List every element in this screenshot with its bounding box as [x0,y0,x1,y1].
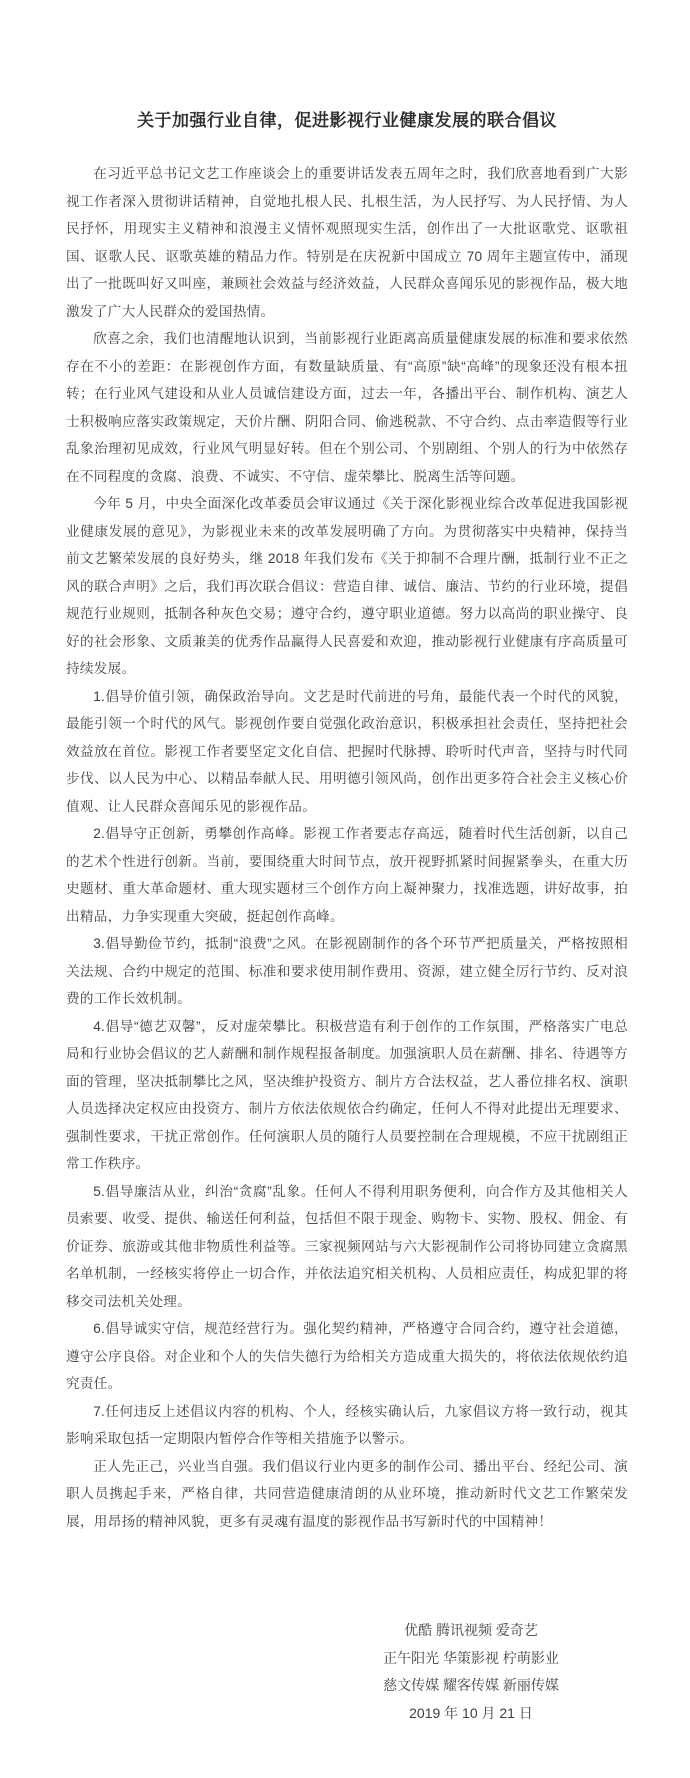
signature-line-studios-1: 正午阳光 华策影视 柠萌影业 [383,1649,559,1666]
paragraph-intro-1: 在习近平总书记文艺工作座谈会上的重要讲话发表五周年之时，我们欣喜地看到广大影视工作者深入贯彻讲话精神，自觉地扎根人民、扎根生活，为人民抒写、为人民抒情、为人民抒怀，用现实主义精神和浪漫主义情怀观照现实生活，创作出了一大批讴歌党、讴歌祖国、讴歌人民、讴歌英雄的精品力作。特别是在庆祝新中国成立 70 周年主题宣传中，涌现出了一批既叫好又叫座，兼顾社会效益与经济效益，人民群众喜闻乐见的影视作品，极大地激发了广大人民群众的爱国热情。 [66,166,628,319]
paragraph-intro-2: 欣喜之余，我们也清醒地认识到，当前影视行业距离高质量健康发展的标准和要求依然存在不小的差距：在影视创作方面，有数量缺质量、有“高原”缺“高峰”的现象还没有根本扭转；在行业风气建设和从业人员诚信建设方面，过去一年，各播出平台、制作机构、演艺人士积极响应落实政策规定，天价片酬、阴阳合同、偷逃税款、不守合约、点击率造假等行业乱象治理初见成效，行业风气明显好转。但在个别公司、个别剧组、个别人的行为中依然存在不同程度的贪腐、浪费、不诚实、不守信、虚荣攀比、脱离生活等问题。 [66,331,628,484]
paragraph-item-6: 6.倡导诚实守信，规范经营行为。强化契约精神，严格遵守合同合约，遵守社会道德，遵守公序良俗。对企业和个人的失信失德行为给相关方造成重大损失的，将依法依规依约追究责任。 [66,1321,628,1391]
paragraph-item-3: 3.倡导勤俭节约，抵制“浪费”之风。在影视剧制作的各个环节严把质量关，严格按照相关法规、合约中规定的范围、标准和要求使用制作费用、资源，建立健全厉行节约、反对浪费的工作长效机制。 [66,936,628,1006]
paragraph-item-5: 5.倡导廉洁从业，纠治“贪腐”乱象。任何人不得利用职务便利，向合作方及其他相关人员索要、收受、提供、输送任何利益，包括但不限于现金、购物卡、实物、股权、佣金、有价证券、旅游或其他非物质性利益等。三家视频网站与六大影视制作公司将协同建立贪腐黑名单机制，一经核实将停止一切合作，并依法追究相关机构、人员相应责任，构成犯罪的将移交司法机关处理。 [66,1183,628,1309]
signature-line-studios-2: 慈文传媒 耀客传媒 新丽传媒 [383,1677,559,1693]
document-title: 关于加强行业自律，促进影视行业健康发展的联合倡议 [137,111,557,130]
paragraph-intro-3: 今年 5 月，中央全面深化改革委员会审议通过《关于深化影视业综合改革促进我国影视业健康发展的意见》，为影视业未来的改革发展明确了方向。为贯彻落实中央精神，保持当前文艺繁荣发展的良好势头，继 2018 年我们发布《关于抑制不合理片酬，抵制行业不正之风的联合声明》之后，我们再次联合倡议：营造自律、诚信、廉洁、节约的行业环境，提倡规范行业规则，抵制各种灰色交易；遵守合约，遵守职业道德。努力以高尚的职业操守、良好的社会形象、文质兼美的优秀作品赢得人民喜爱和欢迎，推动影视行业健康有序高质量可持续发展。 [66,496,628,676]
signature-block [326,1617,616,1727]
date-line: 2019 年 10 月 21 日 [409,1704,533,1721]
paragraph-item-1: 1.倡导价值引领，确保政治导向。文艺是时代前进的号角，最能代表一个时代的风貌，最能引领一个时代的风气。影视创作要自觉强化政治意识，积极承担社会责任，坚持把社会效益放在首位。影视工作者要坚定文化自信、把握时代脉搏、聆听时代声音，坚持与时代同步伐、以人民为中心、以精品奉献人民、用明德引领风尚，创作出更多符合社会主义核心价值观、让人民群众喜闻乐见的影视作品。 [66,688,628,814]
paragraph-item-7: 7.任何违反上述倡议内容的机构、个人，经核实确认后，九家倡议方将一致行动，视其影响采取包括一定期限内暂停合作等相关措施予以警示。 [66,1403,628,1446]
signature-line-platforms: 优酷 腾讯视频 爱奇艺 [404,1622,538,1638]
paragraph-closing: 正人先正己，兴业当自强。我们倡议行业内更多的制作公司、播出平台、经纪公司、演职人员携起手来，严格自律，共同营造健康清朗的从业环境，推动新时代文艺工作繁荣发展，用昂扬的精神风貌，更多有灵魂有温度的影视作品书写新时代的中国精神！ [66,1458,628,1529]
document-body [66,160,628,1535]
paragraph-item-4: 4.倡导“德艺双馨”，反对虚荣攀比。积极营造有利于创作的工作氛围，严格落实广电总局和行业协会倡议的艺人薪酬和制作规程报备制度。加强演职人员在薪酬、排名、待遇等方面的管理，坚决抵制攀比之风，坚决维护投资方、制片方合法权益，艺人番位排名权、演职人员选择决定权应由投资方、制片方依法依规依合约确定，任何人不得对此提出无理要求、强制性要求，干扰正常创作。任何演职人员的随行人员要控制在合理规模，不应干扰剧组正常工作秩序。 [66,1018,628,1171]
paragraph-item-2: 2.倡导守正创新，勇攀创作高峰。影视工作者要志存高远，随着时代生活创新，以自己的艺术个性进行创新。当前，要围绕重大时间节点，放开视野抓紧时间握紧拳头，在重大历史题材、重大革命题材、重大现实题材三个创作方向上凝神聚力，找准选题，讲好故事，拍出精品，力争实现重大突破，挺起创作高峰。 [66,826,628,924]
